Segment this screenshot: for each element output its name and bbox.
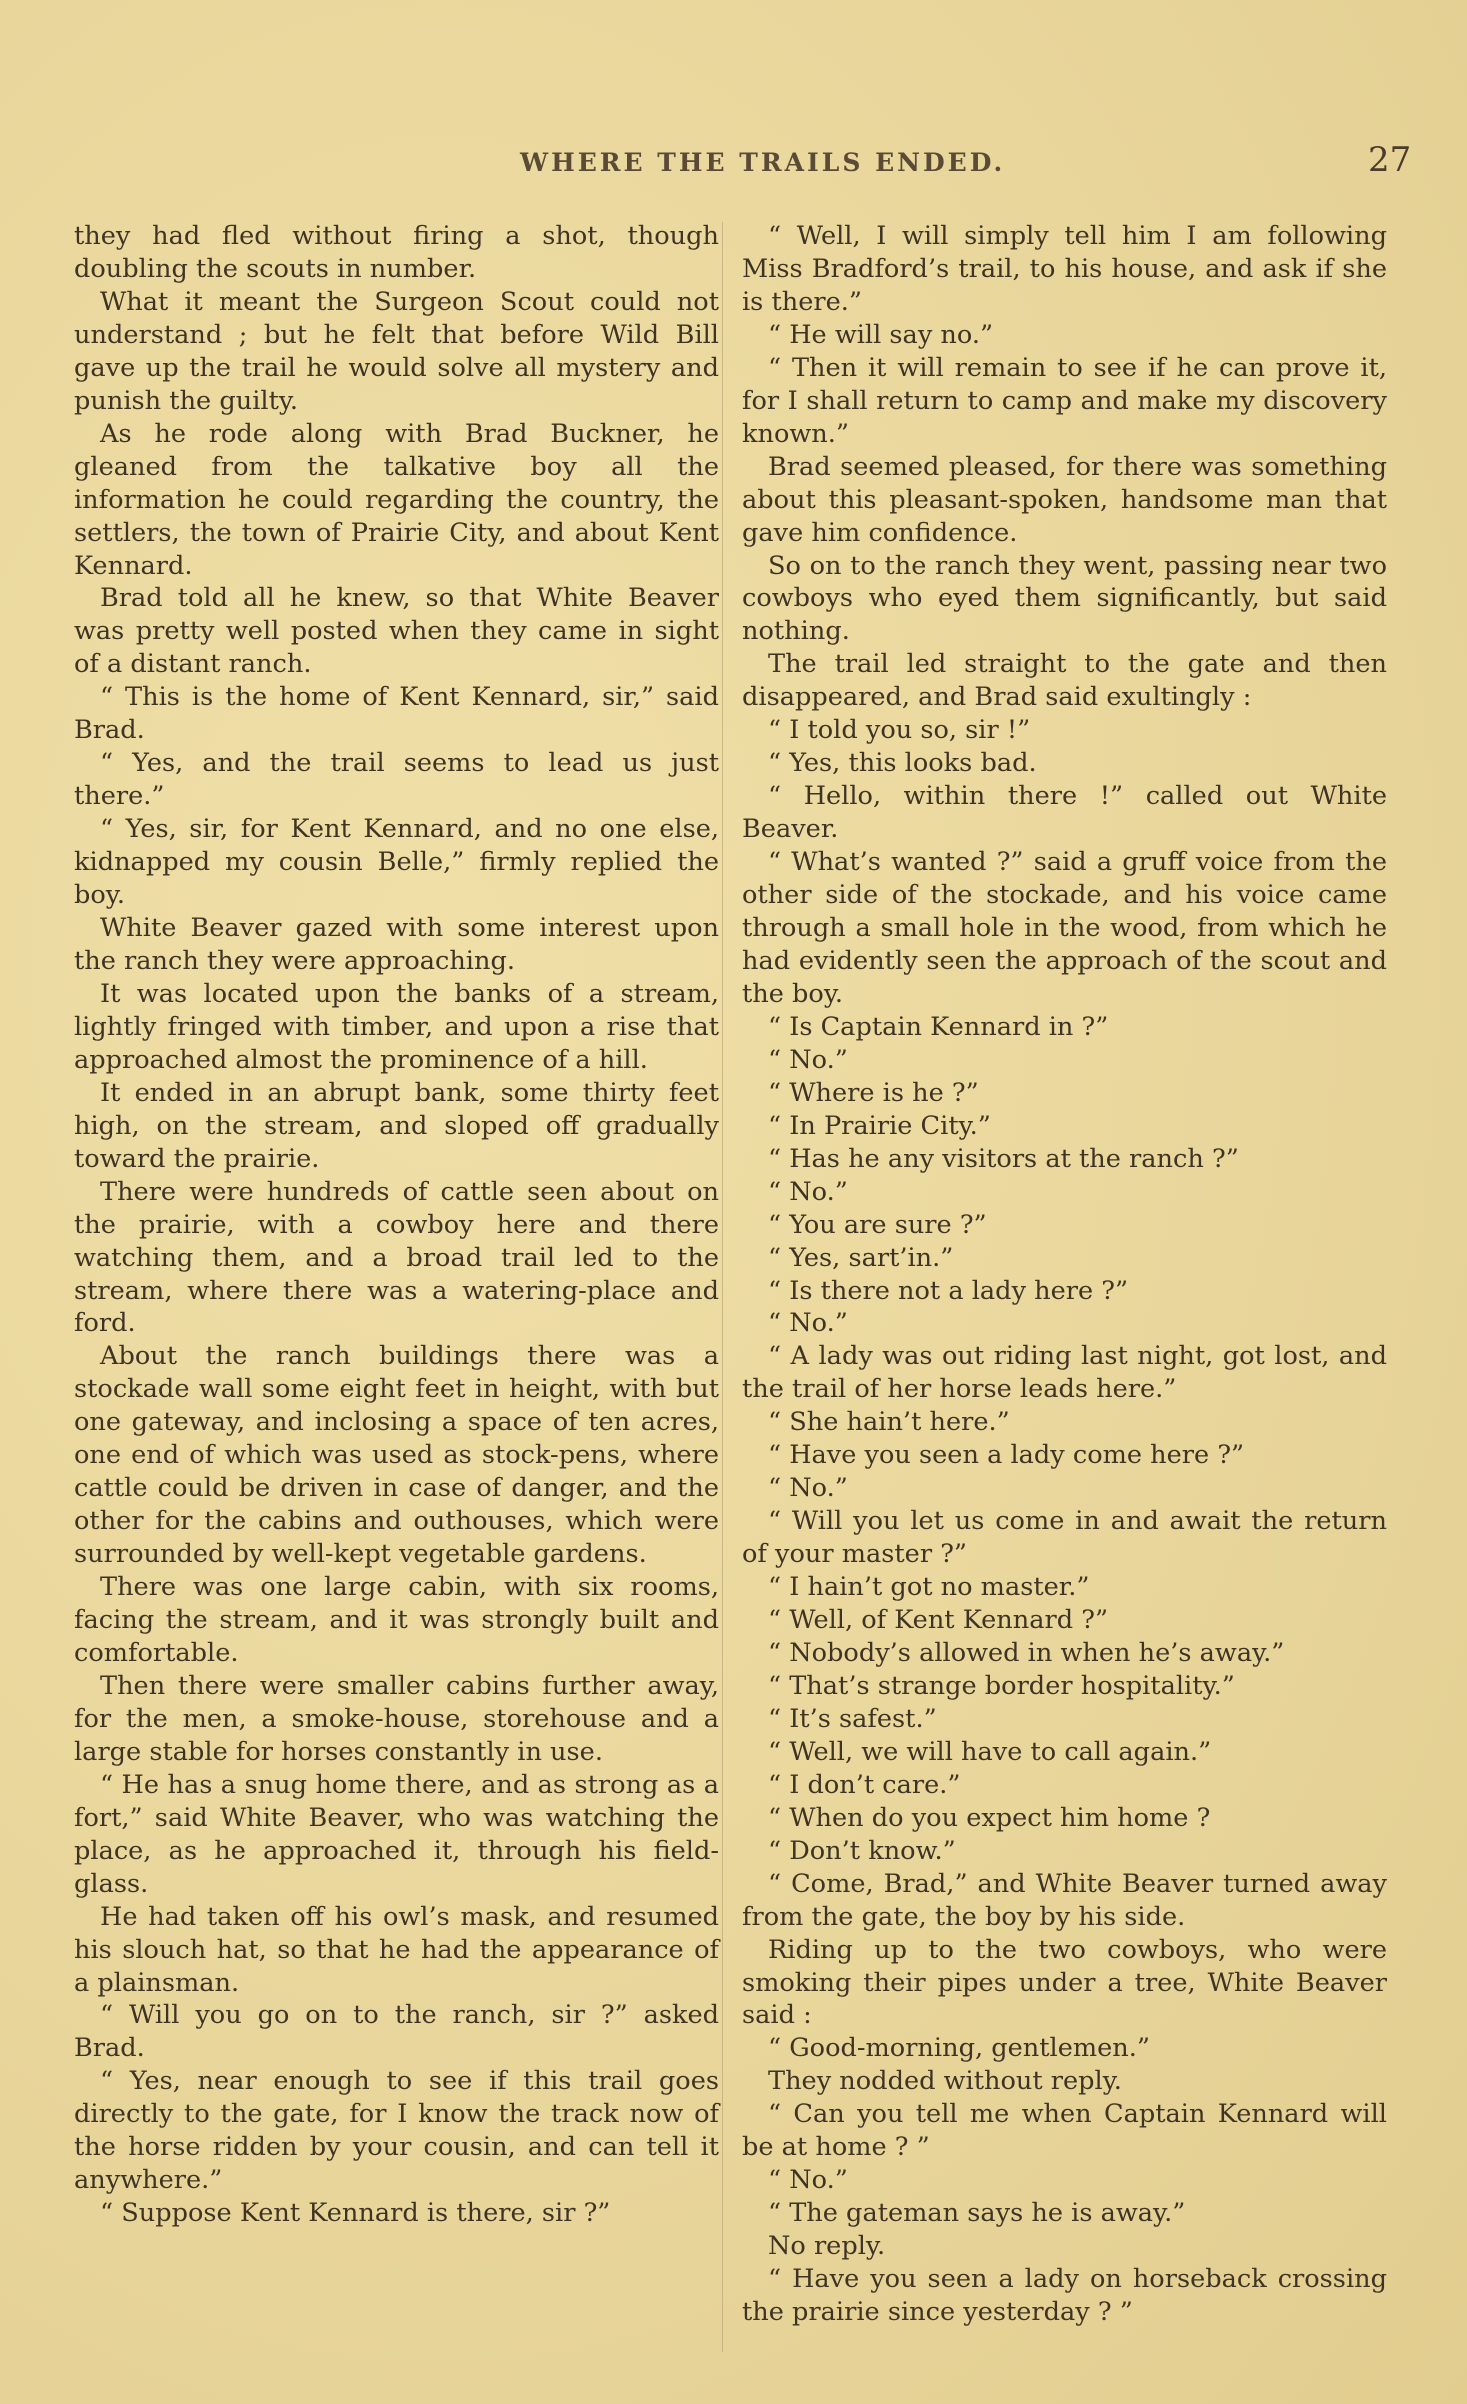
paragraph: Brad seemed pleased, for there was something about this pleasant-spoken, handsome man that gave him confidence. [742, 451, 1387, 548]
page-header [0, 140, 1467, 192]
paragraph: “ In Prairie City.” [768, 1110, 991, 1141]
paragraph: “ Yes, near enough to see if this trail goes directly to the gate, for I know the track now of the horse ridden by your cousin, and can tell it anywhere.” [74, 2066, 719, 2196]
paragraph: “ Well, I will simply tell him I am following Miss Bradford’s trail, to his house, and ask if she is there.” [742, 221, 1387, 317]
paragraph: “ What’s wanted ?” said a gruff voice from the other side of the stockade, and his voice came through a small hole in the wood, from which he had evidently seen the approach of the scout and the boy. [742, 847, 1387, 1009]
left-column [74, 220, 719, 2230]
paragraph: “ No.” [768, 2165, 848, 2196]
paragraph: “ Then it will remain to see if he can prove it, for I shall return to camp and make my discovery known.” [742, 352, 1387, 449]
paragraph: “ I don’t care.” [768, 1769, 961, 1800]
paragraph: “ Yes, and the trail seems to lead us just there.” [74, 748, 719, 812]
paragraph: they had fled without firing a shot, though doubling the scouts in number. [74, 221, 719, 284]
paragraph: “ Well, we will have to call again.” [768, 1736, 1212, 1767]
paragraph: “ Hello, within there !” called out White Beaver. [742, 781, 1387, 845]
paragraph: “ It’s safest.” [768, 1703, 937, 1734]
paragraph: Then there were smaller cabins further away, for the men, a smoke-house, storehouse and a large stable for horses constantly in use. [74, 1670, 719, 1767]
paragraph: So on to the ranch they went, passing near two cowboys who eyed them significantly, but said nothing. [742, 550, 1387, 647]
paragraph: “ Come, Brad,” and White Beaver turned away from the gate, the boy by his side. [742, 1868, 1387, 1932]
paragraph: “ No.” [768, 1044, 848, 1075]
paragraph: “ Yes, sart’in.” [768, 1242, 954, 1273]
paragraph: “ That’s strange border hospitality.” [768, 1670, 1235, 1701]
paragraph: “ No.” [768, 1308, 848, 1339]
paragraph: What it meant the Surgeon Scout could not understand ; but he felt that before Wild Bill gave up the trail he would solve all mystery and punish the guilty. [74, 286, 719, 416]
paragraph: “ He has a snug home there, and as strong as a fort,” said White Beaver, who was watching the place, as he approached it, through his field-glass. [74, 1769, 719, 1899]
paragraph: “ When do you expect him home ? [768, 1802, 1211, 1833]
paragraph: It was located upon the banks of a stream, lightly fringed with timber, and upon a rise that approached almost the prominence of a hill. [74, 978, 719, 1075]
paragraph: White Beaver gazed with some interest upon the ranch they were approaching. [74, 913, 719, 976]
paragraph: Brad told all he knew, so that White Beaver was pretty well posted when they came in sight of a distant ranch. [74, 583, 719, 680]
paragraph: “ I hain’t got no master.” [768, 1572, 1090, 1603]
paragraph: There was one large cabin, with six rooms, facing the stream, and it was strongly built and comfortable. [74, 1572, 719, 1668]
right-column [742, 220, 1387, 2329]
paragraph: He had taken off his owl’s mask, and resumed his slouch hat, so that he had the appearance of a plainsman. [74, 1901, 719, 1998]
paragraph: “ Is there not a lady here ?” [768, 1275, 1129, 1306]
paragraph: “ This is the home of Kent Kennard, sir,” said Brad. [74, 682, 719, 746]
running-title: WHERE THE TRAILS ENDED. [520, 148, 1006, 177]
paragraph: “ Will you go on to the ranch, sir ?” asked Brad. [74, 2000, 719, 2064]
paragraph: “ You are sure ?” [768, 1209, 987, 1240]
paragraph: The trail led straight to the gate and then disappeared, and Brad said exultingly : [742, 649, 1387, 713]
paragraph: “ The gateman says he is away.” [768, 2198, 1186, 2229]
paragraph: As he rode along with Brad Buckner, he gleaned from the talkative boy all the information he could regarding the country, the settlers, the town of Prairie City, and about Kent Kennard. [74, 418, 719, 581]
paragraph: “ I told you so, sir !” [768, 715, 1031, 746]
page-number: 27 [1368, 140, 1412, 180]
paragraph: There were hundreds of cattle seen about on the prairie, with a cowboy here and there watching them, and a broad trail led to the stream, where there was a watering-place and ford. [74, 1176, 719, 1339]
paragraph: “ No.” [768, 1176, 848, 1207]
paragraph: “ Will you let us come in and await the return of your master ?” [742, 1506, 1387, 1570]
paragraph: “ No.” [768, 1473, 848, 1504]
paragraph: “ Where is he ?” [768, 1077, 979, 1108]
paragraph: No reply. [768, 2231, 886, 2262]
paragraph: “ Suppose Kent Kennard is there, sir ?” [100, 2198, 611, 2229]
paragraph: “ Good-morning, gentlemen.” [768, 2033, 1150, 2064]
paragraph: “ He will say no.” [768, 319, 994, 350]
paragraph: “ Is Captain Kennard in ?” [768, 1011, 1109, 1042]
paragraph: They nodded without reply. [768, 2066, 1122, 2097]
paragraph: “ Have you seen a lady on horseback crossing the prairie since yesterday ? ” [742, 2264, 1387, 2328]
paragraph: “ Yes, sir, for Kent Kennard, and no one else, kidnapped my cousin Belle,” firmly replied the boy. [74, 814, 719, 911]
paragraph: “ Has he any visitors at the ranch ?” [768, 1143, 1239, 1174]
paragraph: “ Well, of Kent Kennard ?” [768, 1605, 1109, 1636]
paragraph: “ She hain’t here.” [768, 1407, 1010, 1438]
paragraph: “ Yes, this looks bad. [768, 748, 1037, 779]
paragraph: About the ranch buildings there was a stockade wall some eight feet in height, with but one gateway, and inclosing a space of ten acres, one end of which was used as stock-pens, where cattle could be driven in case of danger, and the other for the cabins and outhouses, which were surrounded by well-kept vegetable gardens. [74, 1341, 719, 1570]
paragraph: “ A lady was out riding last night, got lost, and the trail of her horse leads here.” [742, 1341, 1387, 1405]
paragraph: Riding up to the two cowboys, who were smoking their pipes under a tree, White Beaver said : [742, 1934, 1387, 2031]
paragraph: “ Don’t know.” [768, 1835, 956, 1866]
paragraph: It ended in an abrupt bank, some thirty feet high, on the stream, and sloped off gradually toward the prairie. [74, 1077, 719, 1174]
paragraph: “ Have you seen a lady come here ?” [768, 1440, 1245, 1471]
column-divider [722, 222, 723, 2352]
paragraph: “ Can you tell me when Captain Kennard will be at home ? ” [742, 2099, 1387, 2163]
paragraph: “ Nobody’s allowed in when he’s away.” [768, 1637, 1285, 1668]
